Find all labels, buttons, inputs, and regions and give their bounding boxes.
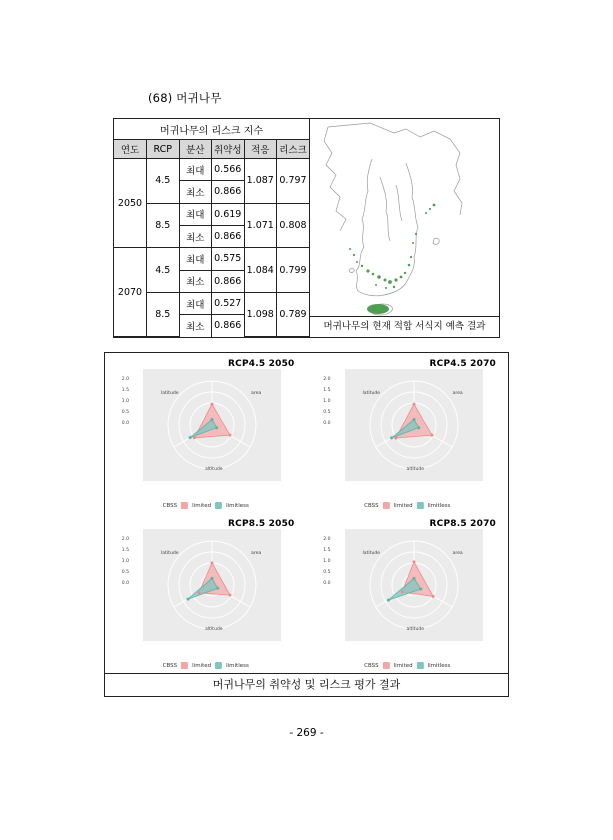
cell-vulnerability: 0.866 <box>212 270 245 292</box>
cell-risk: 0.797 <box>277 159 310 204</box>
table-row <box>114 159 309 181</box>
cell-adaptation: 1.098 <box>244 292 277 336</box>
cell-variance: 최소 <box>179 270 212 292</box>
radial-tick: 1.0 <box>121 559 129 564</box>
legend-swatch-limited <box>181 662 188 669</box>
cell-variance: 최소 <box>179 225 212 247</box>
chart-legend <box>364 662 450 669</box>
legend-title: CBSS <box>364 502 379 509</box>
legend-swatch-limitless <box>417 502 424 509</box>
legend-label-limited: limited <box>393 502 413 509</box>
radial-tick: 0.5 <box>121 410 129 415</box>
cell-adaptation: 1.087 <box>244 159 277 204</box>
axis-label-area: area <box>452 391 463 396</box>
legend-swatch-limitless <box>215 502 222 509</box>
legend-label-limitless: limitless <box>427 502 451 509</box>
charts-caption: 머귀나무의 취약성 및 리스크 평가 결과 <box>105 673 508 696</box>
legend-swatch-limited <box>383 502 390 509</box>
chart-title: RCP4.5 2070 <box>429 359 496 369</box>
col-header-year: 연도 <box>114 140 147 159</box>
legend-swatch-limited <box>181 502 188 509</box>
cell-vulnerability: 0.575 <box>212 248 245 270</box>
radial-tick: 0.5 <box>323 570 331 575</box>
cell-adaptation: 1.071 <box>244 203 277 248</box>
cell-year: 2070 <box>114 248 147 337</box>
axis-label-altitude: altitude <box>205 627 223 632</box>
radial-tick: 1.5 <box>121 548 129 553</box>
radial-tick: 0.5 <box>121 570 129 575</box>
cell-variance: 최대 <box>179 203 212 225</box>
plot-area <box>121 369 293 481</box>
radial-tick: 1.5 <box>323 548 331 553</box>
radial-tick: 2.0 <box>121 537 129 542</box>
cell-vulnerability: 0.866 <box>212 315 245 337</box>
radial-tick: 0.0 <box>323 421 331 426</box>
cell-adaptation: 1.084 <box>244 248 277 293</box>
radial-tick: 1.5 <box>323 388 331 393</box>
plot-area <box>121 529 293 641</box>
habitat-map-canvas <box>310 119 499 316</box>
radar-chart-rcp85-2050 <box>105 513 307 673</box>
axis-label-latitude: latitude <box>362 391 381 396</box>
cell-rcp: 4.5 <box>147 159 180 204</box>
col-header-vulnerability: 취약성 <box>212 140 245 159</box>
legend-label-limited: limited <box>192 502 212 509</box>
chart-title: RCP8.5 2050 <box>228 519 295 529</box>
axis-label-latitude: latitude <box>161 551 179 556</box>
axis-label-area: area <box>452 551 463 556</box>
legend-swatch-limitless <box>417 662 424 669</box>
cell-variance: 최대 <box>179 292 212 314</box>
col-header-rcp: RCP <box>147 140 180 159</box>
risk-table-wrapper <box>114 119 310 337</box>
axis-label-latitude: latitude <box>362 551 381 556</box>
korea-peninsula-map <box>310 119 499 316</box>
page-title: (68) 머귀나무 <box>148 91 222 105</box>
table-header-row <box>114 140 309 159</box>
radial-tick: 0.5 <box>323 410 331 415</box>
radial-tick: 1.0 <box>323 399 331 404</box>
cell-vulnerability: 0.866 <box>212 225 245 247</box>
chart-title: RCP8.5 2070 <box>429 519 496 529</box>
col-header-risk: 리스크 <box>277 140 310 159</box>
axis-label-altitude: altitude <box>406 467 425 472</box>
radar-svg <box>131 529 293 641</box>
chart-legend <box>163 502 249 509</box>
radial-tick: 2.0 <box>323 537 331 542</box>
plot-area <box>323 529 495 641</box>
cell-variance: 최소 <box>179 315 212 337</box>
col-header-adaptation: 적응 <box>244 140 277 159</box>
radar-chart-rcp85-2070 <box>307 513 509 673</box>
radial-tick: 2.0 <box>121 377 129 382</box>
habitat-map-panel <box>310 119 499 337</box>
table-caption-row <box>114 119 309 140</box>
legend-title: CBSS <box>162 662 178 669</box>
table-row <box>114 248 309 270</box>
radial-tick: 1.5 <box>121 388 129 393</box>
page-number: - 269 - <box>289 727 324 739</box>
legend-label-limitless: limitless <box>427 662 451 669</box>
axis-label-latitude: latitude <box>161 391 179 396</box>
legend-label-limited: limited <box>393 662 413 669</box>
radar-svg <box>333 369 495 481</box>
radar-chart-rcp45-2050 <box>105 353 307 513</box>
cell-year: 2050 <box>114 159 147 248</box>
radial-tick: 0.0 <box>121 421 129 426</box>
chart-grid <box>105 353 508 673</box>
chart-legend <box>163 662 249 669</box>
map-caption: 머귀나무의 현재 적합 서식지 예측 결과 <box>310 316 499 337</box>
legend-label-limited: limited <box>192 662 212 669</box>
table-caption: 머귀나무의 리스크 지수 <box>114 119 309 140</box>
axis-label-altitude: altitude <box>205 467 223 472</box>
cell-variance: 최대 <box>179 159 212 181</box>
legend-title: CBSS <box>364 662 379 669</box>
cell-vulnerability: 0.619 <box>212 203 245 225</box>
radial-tick: 0.0 <box>121 581 129 586</box>
legend-swatch-limitless <box>215 662 222 669</box>
radar-chart-rcp45-2070 <box>307 353 509 513</box>
cell-vulnerability: 0.866 <box>212 181 245 203</box>
radial-tick: 1.0 <box>121 399 129 404</box>
axis-label-altitude: altitude <box>406 627 425 632</box>
legend-title: CBSS <box>162 502 178 509</box>
radial-tick: 0.0 <box>323 581 331 586</box>
radial-tick: 1.0 <box>323 559 331 564</box>
chart-title: RCP4.5 2050 <box>228 359 295 369</box>
cell-risk: 0.789 <box>277 292 310 336</box>
cell-variance: 최소 <box>179 181 212 203</box>
legend-label-limitless: limitless <box>226 502 249 509</box>
axis-label-area: area <box>251 551 262 556</box>
axis-label-area: area <box>251 391 262 396</box>
radial-tick: 2.0 <box>323 377 331 382</box>
risk-index-block <box>113 118 500 338</box>
cell-risk: 0.799 <box>277 248 310 293</box>
cell-rcp: 4.5 <box>147 248 180 293</box>
legend-swatch-limited <box>383 662 390 669</box>
col-header-variance: 분산 <box>179 140 212 159</box>
assessment-charts-block <box>104 352 509 697</box>
radar-svg <box>131 369 293 481</box>
chart-legend <box>364 502 450 509</box>
legend-label-limitless: limitless <box>226 662 249 669</box>
cell-vulnerability: 0.566 <box>212 159 245 181</box>
cell-rcp: 8.5 <box>147 203 180 248</box>
radar-svg <box>333 529 495 641</box>
cell-risk: 0.808 <box>277 203 310 248</box>
cell-variance: 최대 <box>179 248 212 270</box>
risk-index-table <box>114 119 309 337</box>
plot-area <box>323 369 495 481</box>
cell-vulnerability: 0.527 <box>212 292 245 314</box>
cell-rcp: 8.5 <box>147 292 180 336</box>
